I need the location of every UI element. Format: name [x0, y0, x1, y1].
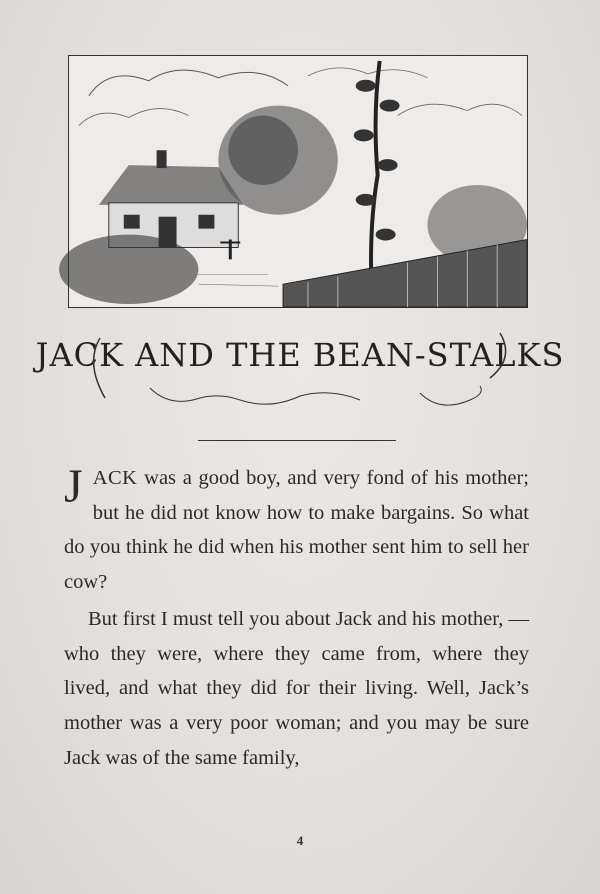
decorative-title — [35, 318, 565, 418]
page-number: 4 — [296, 833, 304, 848]
story-text — [64, 461, 529, 775]
paragraph-1 — [64, 461, 529, 600]
opening-smallcaps: ACK — [92, 467, 138, 489]
cottage-illustration — [68, 55, 528, 308]
story-title: JACK AND THE BEAN-STALKS — [35, 336, 565, 374]
paragraph-1-text: was a good boy, and very fond of his mother; but he did not know how to make bargains. So what do you think he did when his mother sent him to sell her cow? — [64, 467, 529, 594]
paragraph-2: But first I must tell you about Jack and his mother, — who they were, where they came from, where they lived, and what they did for their living. Well, Jack’s mother was a very poor woman; and you may be sure Jack was of the same family, — [64, 607, 530, 769]
drop-cap: J — [64, 460, 83, 513]
title-divider — [198, 440, 396, 441]
